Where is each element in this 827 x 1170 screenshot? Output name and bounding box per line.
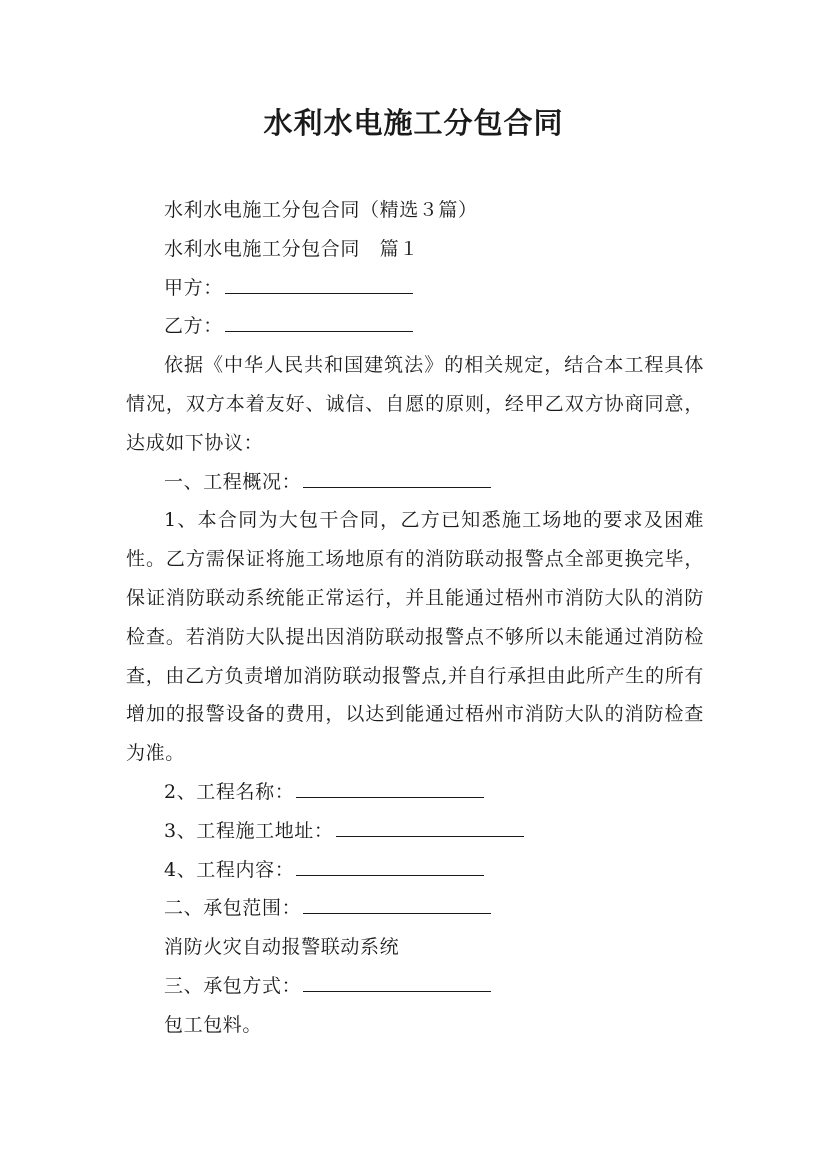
field-label: 二、承包范围：	[164, 897, 302, 920]
fill-in-blank	[336, 835, 524, 837]
fill-in-blank	[303, 912, 491, 914]
paragraph-scope-value	[126, 928, 704, 967]
paragraph-section-heading	[126, 230, 704, 269]
paragraph-text: 1、本合同为大包干合同，乙方已知悉施工场地的要求及困难性。乙方需保证将施工场地原有的消防联动报警点全部更换完毕，保证消防联动系统能正常运行，并且能通过梧州市消防大队的消防检查。若消防大队提出因消防联动报警点不够所以未能通过消防检查，由乙方负责增加消防联动报警点,并自行承担由此所产生的所有增加的报警设备的费用，以达到能通过梧州市消防大队的消防检查为准。	[126, 509, 704, 765]
paragraph-text: 水利水电施工分包合同 篇１	[164, 237, 419, 260]
paragraph-text: 依据《中华人民共和国建筑法》的相关规定，结合本工程具体情况，双方本着友好、诚信、自愿的原则，经甲乙双方协商同意，达成如下协议：	[126, 354, 704, 454]
document-title: 水利水电施工分包合同	[263, 106, 564, 140]
fill-in-blank	[225, 292, 413, 294]
field-label: 甲方：	[164, 276, 223, 299]
paragraph-preamble	[126, 346, 704, 462]
fill-in-blank	[303, 486, 491, 488]
field-label: 三、承包方式：	[164, 974, 302, 997]
field-party-b	[126, 307, 704, 346]
field-contract-scope	[126, 889, 704, 928]
field-label: 3、工程施工地址：	[164, 819, 334, 842]
paragraph-clause-1	[126, 501, 704, 773]
fill-in-blank	[225, 330, 413, 332]
fill-in-blank	[303, 990, 491, 992]
field-label: 2、工程名称：	[164, 780, 295, 803]
document-body	[126, 191, 704, 1045]
field-label: 一、工程概况：	[164, 470, 302, 493]
field-project-address	[126, 812, 704, 851]
field-project-name	[126, 773, 704, 812]
fill-in-blank	[296, 874, 484, 876]
paragraph-subtitle	[126, 191, 704, 230]
field-label: 4、工程内容：	[164, 858, 295, 881]
paragraph-text: 水利水电施工分包合同（精选３篇）	[164, 199, 478, 221]
paragraph-method-value	[126, 1006, 704, 1045]
field-party-a	[126, 269, 704, 308]
paragraph-text: 包工包料。	[164, 1013, 263, 1036]
field-contract-method	[126, 967, 704, 1006]
field-project-content	[126, 851, 704, 890]
field-project-overview	[126, 463, 704, 502]
paragraph-text: 消防火灾自动报警联动系统	[164, 936, 400, 959]
fill-in-blank	[296, 796, 484, 798]
field-label: 乙方：	[164, 315, 223, 338]
